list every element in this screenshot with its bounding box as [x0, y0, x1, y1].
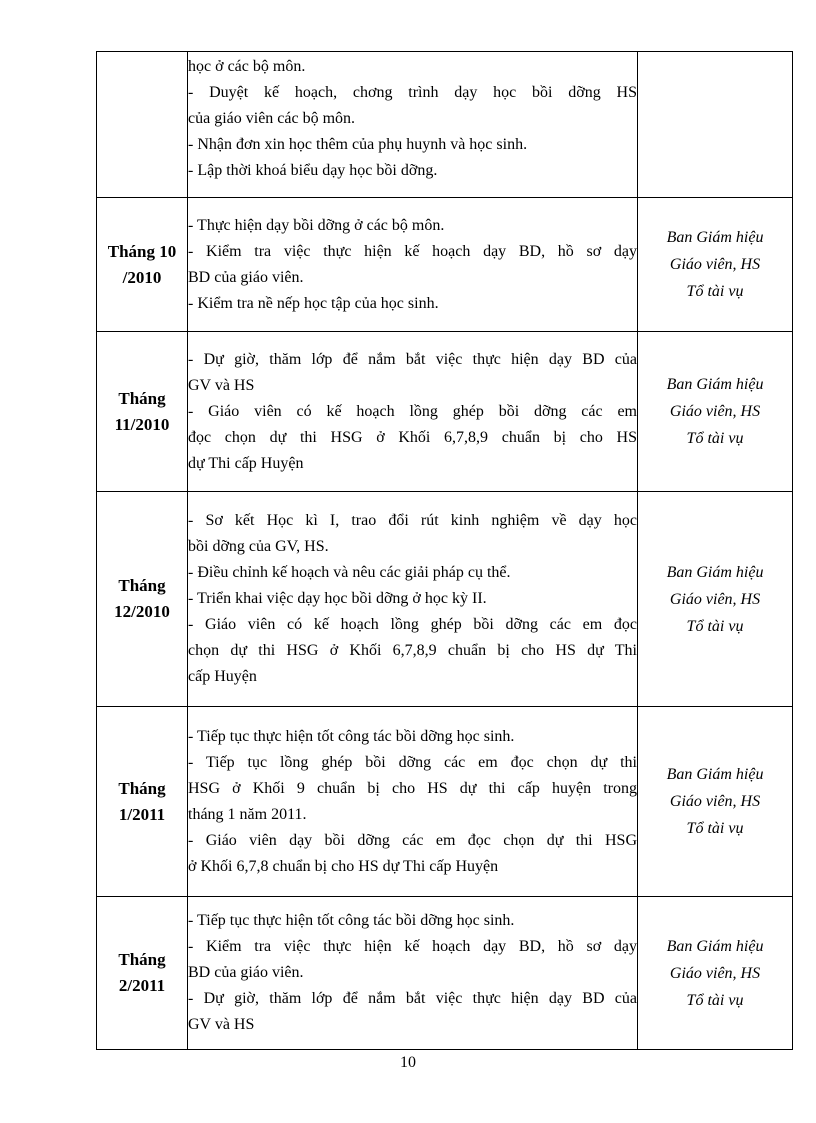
month-label: Tháng	[118, 576, 166, 595]
responsible-line: Giáo viên, HS	[669, 964, 761, 982]
content-line: - Nhận đơn xin học thêm của phụ huynh và học sinh.	[188, 136, 528, 153]
content-line: BD của giáo viên.	[188, 268, 304, 286]
month-cell	[97, 492, 188, 707]
content-cell	[188, 492, 638, 707]
content-line: ở Khối 6,7,8 chuẩn bị cho HS dự Thi cấp Huyện	[188, 857, 499, 875]
month-cell	[97, 198, 188, 332]
content-line: - Dự giờ, thăm lớp để nắm bắt việc thực hiện dạy BD của	[188, 990, 637, 1007]
content-cell	[188, 707, 638, 897]
table-row	[97, 707, 793, 897]
month-label: 2/2011	[118, 976, 166, 995]
content-line: - Tiếp tục thực hiện tốt công tác bồi dỡng học sinh.	[188, 727, 515, 745]
content-line: - Giáo viên dạy bồi dỡng các em đọc chọn dự thi HSG	[188, 831, 637, 849]
table-row	[97, 897, 793, 1050]
responsible-line: Tổ tài vụ	[686, 991, 744, 1009]
month-label: Tháng	[118, 778, 166, 798]
content-line: dự Thi cấp Huyện	[188, 454, 304, 472]
content-line: - Duyệt kế hoạch, chơng trình dạy học bồi dỡng HS	[188, 84, 637, 101]
responsible-line: Giáo viên, HS	[669, 256, 761, 273]
content-line: - Lập thời khoá biểu dạy học bồi dỡng.	[188, 162, 438, 179]
content-line: - Sơ kết Học kì I, trao đổi rút kinh nghiệm về dạy học	[188, 512, 637, 529]
content-line: bồi dỡng của GV, HS.	[188, 538, 329, 555]
content-line: - Kiểm tra việc thực hiện kế hoạch dạy BD, hồ sơ dạy	[188, 242, 637, 260]
month-label: 1/2011	[118, 804, 166, 824]
table-row	[97, 492, 793, 707]
responsible-cell	[638, 707, 793, 897]
month-label: /2010	[122, 267, 162, 287]
content-line: - Tiếp tục thực hiện tốt công tác bồi dỡng học sinh.	[188, 912, 515, 929]
content-line: - Điều chỉnh kế hoạch và nêu các giải pháp cụ thể.	[188, 564, 511, 581]
month-label: 11/2010	[114, 414, 170, 434]
content-line: BD của giáo viên.	[188, 964, 304, 981]
month-cell	[97, 332, 188, 492]
content-line: - Thực hiện dạy bồi dỡng ở các bộ môn.	[188, 216, 445, 234]
responsible-cell	[638, 897, 793, 1050]
content-cell	[188, 332, 638, 492]
responsible-line: Ban Giám hiệu	[666, 229, 764, 246]
content-cell	[188, 198, 638, 332]
responsible-line: Giáo viên, HS	[669, 403, 761, 420]
content-line: - Kiểm tra nề nếp học tập của học sinh.	[188, 294, 439, 312]
content-line: - Giáo viên có kế hoạch lồng ghép bồi dỡng các em đọc	[188, 616, 637, 633]
responsible-cell	[638, 52, 793, 198]
month-label: 12/2010	[114, 602, 170, 621]
content-line: - Dự giờ, thăm lớp để nắm bắt việc thực hiện dạy BD của	[188, 350, 637, 368]
content-line: GV và HS	[188, 376, 255, 394]
month-label: Tháng	[118, 950, 166, 969]
content-line: - Giáo viên có kế hoạch lồng ghép bồi dỡng các em	[188, 402, 637, 420]
responsible-line: Tổ tài vụ	[686, 617, 744, 635]
content-line: cấp Huyện	[188, 668, 257, 685]
responsible-line: Ban Giám hiệu	[666, 937, 764, 955]
content-line: HSG ở Khối 9 chuẩn bị cho HS dự thi cấp huyện trong	[188, 779, 637, 797]
responsible-line: Tổ tài vụ	[686, 430, 744, 447]
month-cell	[97, 707, 188, 897]
month-label: Tháng 10	[107, 241, 177, 261]
responsible-cell	[638, 332, 793, 492]
content-line: của giáo viên các bộ môn.	[188, 110, 356, 127]
responsible-line: Tổ tài vụ	[686, 283, 744, 300]
content-line: đọc chọn dự thi HSG ở Khối 6,7,8,9 chuẩn bị cho HS	[188, 428, 637, 446]
responsible-line: Ban Giám hiệu	[666, 563, 764, 581]
content-line: chọn dự thi HSG ở Khối 6,7,8,9 chuẩn bị cho HS dự Thi	[188, 642, 637, 659]
responsible-line: Giáo viên, HS	[669, 793, 761, 810]
responsible-line: Giáo viên, HS	[669, 590, 761, 608]
responsible-cell	[638, 492, 793, 707]
responsible-line: Tổ tài vụ	[686, 820, 744, 837]
content-line: tháng 1 năm 2011.	[188, 805, 307, 823]
responsible-line: Ban Giám hiệu	[666, 376, 764, 393]
content-cell	[188, 52, 638, 198]
month-label: Tháng	[118, 388, 166, 408]
content-line: - Triển khai việc dạy học bồi dỡng ở học kỳ II.	[188, 590, 487, 607]
plan-table	[96, 51, 793, 1050]
table-row	[97, 332, 793, 492]
responsible-line: Ban Giám hiệu	[666, 766, 764, 783]
content-line: - Tiếp tục lồng ghép bồi dỡng các em đọc chọn dự thi	[188, 753, 637, 771]
table-row	[97, 198, 793, 332]
responsible-cell	[638, 198, 793, 332]
page-number: 10	[400, 1054, 416, 1071]
content-line: học ở các bộ môn.	[188, 58, 306, 75]
table-row	[97, 52, 793, 198]
content-line: GV và HS	[188, 1016, 255, 1033]
month-cell	[97, 897, 188, 1050]
month-cell	[97, 52, 188, 198]
content-line: - Kiểm tra việc thực hiện kế hoạch dạy BD, hồ sơ dạy	[188, 938, 637, 955]
content-cell	[188, 897, 638, 1050]
